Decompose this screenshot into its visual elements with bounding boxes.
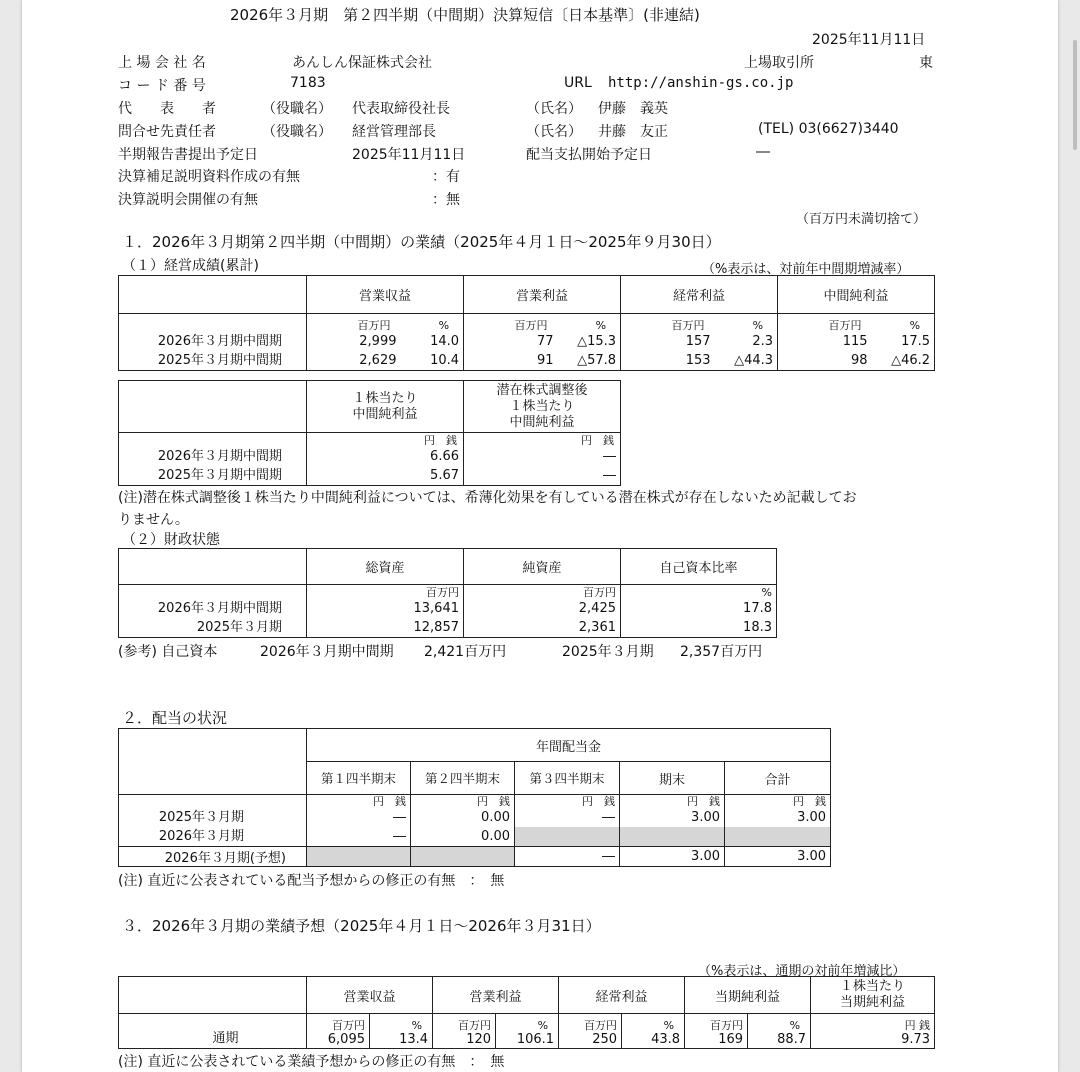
company-label: 上 場 会 社 名 [118, 55, 206, 71]
dividend-start-label: 配当支払開始予定日 [526, 147, 652, 163]
cell: 3.00 [797, 810, 827, 825]
col-ordinary-profit: 経常利益 [621, 276, 778, 314]
unit-label: % [595, 319, 607, 332]
cell: ― [603, 449, 616, 464]
cell: 169 [718, 1032, 744, 1047]
cell: 77 [536, 334, 554, 349]
unit-label: % [909, 319, 921, 332]
corner-cell [119, 549, 307, 585]
col-year-end: 期末 [620, 762, 725, 795]
unit-label: 百万円 [332, 1019, 365, 1032]
row-label: 2025年３月期中間期 [157, 353, 282, 368]
document-title: 2026年３月期 第２四半期（中間期）決算短信〔日本基準〕(非連結) [230, 6, 700, 24]
forecast-note-top: （%表示は、通期の対前年増減比） [698, 964, 906, 979]
unit-label: 百万円 [426, 586, 459, 599]
financial-position-heading: （２）財政状態 [122, 532, 220, 548]
row-label: 2026年３月期(予想) [119, 847, 307, 867]
cell: ― [602, 810, 615, 825]
unit-label: % [752, 319, 764, 332]
row-label: 2025年３月期 [196, 620, 282, 635]
col-operating-revenue: 営業収益 [307, 276, 464, 314]
shaded-cell [411, 847, 515, 867]
supplementary-value: ：有 [432, 169, 460, 185]
cell: △57.8 [577, 353, 617, 368]
row-label: 2026年３月期中間期 [157, 601, 282, 616]
unit-label: 円 銭 [373, 795, 406, 808]
cell: 153 [685, 353, 711, 368]
financial-position-table [118, 548, 777, 638]
cell: 2,999 [359, 334, 397, 349]
col-net-assets: 純資産 [464, 549, 621, 585]
unit-label: % [438, 319, 450, 332]
cell: 88.7 [777, 1032, 807, 1047]
operating-results-heading: （１）経営成績(累計) [122, 258, 259, 274]
cell: 13.4 [399, 1032, 429, 1047]
cell: 17.5 [901, 334, 931, 349]
unit-label: 円 銭 [904, 1019, 931, 1032]
contact-name: 井藤 友正 [598, 124, 668, 140]
operating-results-note: （%表示は、対前年中間期増減率） [702, 262, 910, 277]
cell: 17.8 [743, 601, 772, 616]
col-ordinary-profit: 経常利益 [559, 977, 685, 1014]
cell: 3.00 [691, 810, 720, 825]
unit-label: % [537, 1019, 549, 1032]
equity-ref1-period: 2026年３月期中間期 [260, 644, 394, 660]
col-q3-end: 第３四半期末 [515, 762, 620, 795]
section3-title: ３．2026年３月期の業績予想（2025年４月１日～2026年３月31日） [122, 917, 601, 935]
cell: △46.2 [891, 353, 931, 368]
rep-title-label: （役職名） [262, 101, 332, 117]
col-eps: １株当たり 中間純利益 [307, 381, 464, 433]
col-net-income: 当期純利益 [685, 977, 811, 1014]
corner-cell [119, 381, 307, 433]
unit-label: % [411, 1019, 423, 1032]
cell: 120 [466, 1032, 492, 1047]
eps-table [118, 380, 621, 486]
cell: 250 [592, 1032, 618, 1047]
eps-note: (注)潜在株式調整後１株当たり中間純利益については、希薄化効果を有している潜在株式が存在しないため記載してお りません。 [118, 490, 857, 528]
representative-label: 代 表 者 [118, 101, 216, 117]
report-date: 2025年11月11日 [352, 147, 466, 163]
cell: 2,361 [578, 620, 616, 635]
cell: ― [515, 847, 620, 867]
cell: 10.4 [430, 353, 460, 368]
unit-label: % [761, 586, 772, 599]
cell: 6.66 [430, 449, 459, 464]
cell: 5.67 [430, 468, 459, 483]
cell: 2,629 [359, 353, 397, 368]
cell: ― [603, 468, 616, 483]
cell: 2.3 [752, 334, 774, 349]
code-label: コ ー ド 番 号 [118, 78, 206, 94]
unit-label: 円 銭 [793, 795, 827, 808]
shaded-cell [307, 847, 411, 867]
unit-label: 円 銭 [424, 434, 457, 447]
unit-label: 円 銭 [477, 795, 510, 808]
section2-title: ２．配当の状況 [122, 709, 228, 727]
corner-cell [119, 977, 307, 1014]
col-total: 合計 [725, 762, 831, 795]
supplementary-label: 決算補足説明資料作成の有無 [118, 169, 300, 185]
operating-results-table [118, 275, 935, 371]
contact-title-label: （役職名） [262, 124, 332, 140]
rep-name: 伊藤 義英 [598, 101, 668, 117]
document-page [22, 0, 1058, 1072]
cell: 157 [685, 334, 711, 349]
release-date: 2025年11月11日 [812, 32, 926, 48]
equity-ref2-value: 2,357百万円 [680, 644, 763, 660]
unit-label: 円 銭 [687, 795, 720, 808]
equity-ref2-period: 2025年３月期 [562, 644, 654, 660]
shaded-cell [620, 827, 724, 846]
dividend-table [118, 728, 831, 867]
unit-label: 百万円 [584, 1019, 618, 1032]
cell: 9.73 [901, 1032, 931, 1047]
corner-cell [119, 729, 307, 795]
row-label: 2026年３月期 [158, 829, 244, 844]
exchange-label: 上場取引所 [744, 55, 814, 71]
col-equity-ratio: 自己資本比率 [621, 549, 777, 585]
col-operating-profit: 営業利益 [464, 276, 621, 314]
cell: △44.3 [734, 353, 774, 368]
col-operating-revenue: 営業収益 [307, 977, 433, 1014]
cell: △15.3 [577, 334, 617, 349]
col-eps: １株当たり 当期純利益 [811, 977, 935, 1014]
forecast-table [118, 976, 935, 1049]
equity-ref1-value: 2,421百万円 [424, 644, 507, 660]
briefing-label: 決算説明会開催の有無 [118, 192, 258, 208]
cell: 91 [536, 353, 554, 368]
unit-label: 百万円 [514, 319, 548, 332]
exchange-value: 東 [919, 55, 933, 71]
company-url[interactable]: http://anshin-gs.co.jp [608, 75, 794, 91]
unit-label: 百万円 [357, 319, 391, 332]
row-label: 2026年３月期中間期 [157, 449, 282, 464]
cell: ― [393, 810, 406, 825]
contact-name-label: （氏名） [526, 124, 582, 140]
cell: 6,095 [327, 1032, 365, 1047]
col-interim-net-income: 中間純利益 [778, 276, 935, 314]
cell: 3.00 [620, 847, 725, 867]
row-label: 2025年３月期 [158, 810, 244, 825]
contact-title: 経営管理部長 [352, 124, 436, 140]
col-q1-end: 第１四半期末 [307, 762, 411, 795]
row-label: 2026年３月期中間期 [157, 334, 282, 349]
corner-cell [119, 276, 307, 314]
briefing-value: ：無 [432, 192, 460, 208]
unit-label: % [663, 1019, 675, 1032]
rep-name-label: （氏名） [526, 101, 582, 117]
cell: 3.00 [725, 847, 831, 867]
code-value: 7183 [290, 75, 326, 91]
cell: 12,857 [413, 620, 459, 635]
forecast-note: (注) 直近に公表されている業績予想からの修正の有無 ： 無 [118, 1054, 505, 1070]
equity-ref-label: (参考) 自己資本 [118, 644, 218, 660]
unit-label: % [789, 1019, 801, 1032]
dividend-note: (注) 直近に公表されている配当予想からの修正の有無 ： 無 [118, 873, 505, 889]
company-name: あんしん保証株式会社 [292, 55, 432, 71]
unit-label: 百万円 [828, 319, 862, 332]
contact-label: 問合せ先責任者 [118, 124, 216, 140]
col-total-assets: 総資産 [307, 549, 464, 585]
cell: 0.00 [481, 829, 510, 844]
cell: 106.1 [516, 1032, 555, 1047]
shaded-cell [515, 827, 619, 846]
scrollbar[interactable] [1073, 40, 1077, 150]
row-label: 通期 [119, 1014, 307, 1049]
unit-label: 百万円 [458, 1019, 492, 1032]
cell: 2,425 [578, 601, 616, 616]
unit-label: 百万円 [710, 1019, 744, 1032]
row-label: 2025年３月期中間期 [157, 468, 282, 483]
section1-title: １．2026年３月期第２四半期（中間期）の業績（2025年４月１日～2025年９月30日） [122, 233, 721, 251]
cell: 98 [851, 353, 868, 368]
report-date-label: 半期報告書提出予定日 [118, 147, 258, 163]
cell: 13,641 [413, 601, 459, 616]
cell: 18.3 [743, 620, 772, 635]
unit-note: （百万円未満切捨て） [796, 212, 927, 227]
col-operating-profit: 営業利益 [433, 977, 559, 1014]
shaded-cell [725, 827, 830, 846]
cell: 115 [842, 334, 868, 349]
unit-label: 円 銭 [581, 434, 614, 447]
url-label: URL [564, 75, 592, 91]
col-annual-dividend: 年間配当金 [307, 729, 831, 762]
cell: ― [393, 829, 406, 844]
cell: 43.8 [651, 1032, 681, 1047]
unit-label: 百万円 [671, 319, 705, 332]
col-diluted-eps: 潜在株式調整後 １株当たり 中間純利益 [464, 381, 621, 433]
cell: 0.00 [481, 810, 510, 825]
cell: 14.0 [430, 334, 460, 349]
rep-title: 代表取締役社長 [352, 101, 450, 117]
dividend-start-value: ― [756, 144, 770, 160]
unit-label: 円 銭 [582, 795, 615, 808]
unit-label: 百万円 [583, 586, 616, 599]
contact-tel: (TEL) 03(6627)3440 [758, 121, 899, 137]
col-q2-end: 第２四半期末 [411, 762, 515, 795]
